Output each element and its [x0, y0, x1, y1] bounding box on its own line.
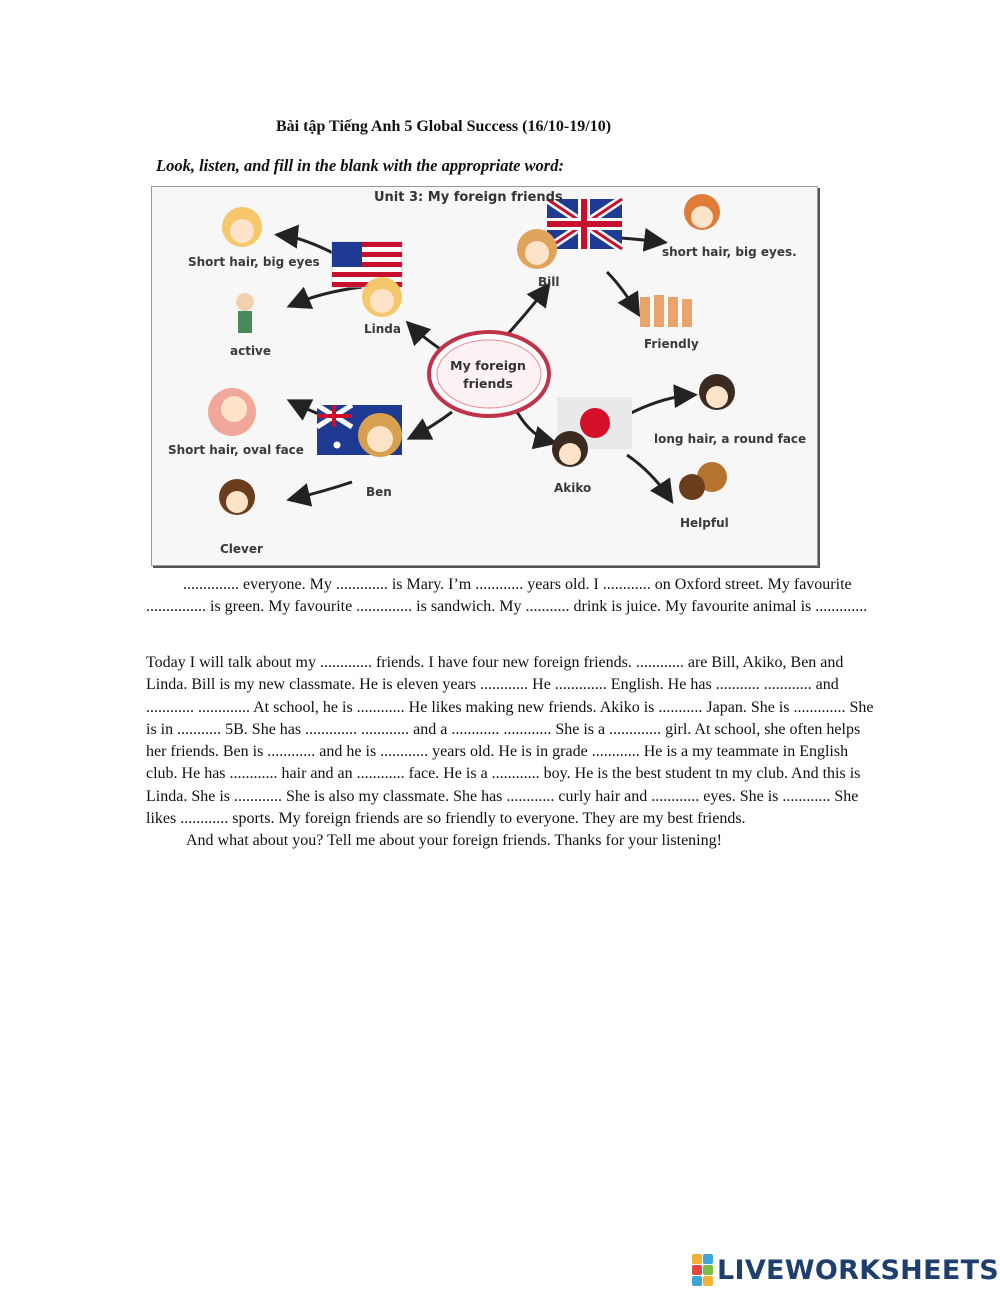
akiko-appearance: long hair, a round face [654, 432, 807, 446]
closing-text: And what about you? Tell me about your foreign friends. Thanks for your listening! [186, 832, 722, 850]
bill-trait: Friendly [644, 337, 699, 351]
akiko-trait: Helpful [680, 516, 729, 530]
worksheet-title: Bài tập Tiếng Anh 5 Global Success (16/10-19/10) [276, 118, 612, 135]
ben-appearance: Short hair, oval face [168, 443, 304, 457]
liveworksheets-logo[interactable] [692, 1255, 999, 1285]
friend-name-bill: Bill [538, 275, 560, 289]
friend-name-akiko: Akiko [554, 481, 592, 495]
main-paragraph [146, 652, 874, 853]
intro-paragraph: .............. everyone. My ............. is Mary. I’m ............ years old. I ............ on Oxford street. My favourite ............... is green. My favourite .............. is sandwich. My ........... drink is juice. My favourite animal is ............. [146, 576, 868, 616]
mindmap-center-label: My foreign friends [450, 358, 526, 391]
uk-flag-icon [547, 199, 622, 249]
bill-appearance: short hair, big eyes. [662, 245, 797, 259]
logo-text: LIVEWORKSHEETS [717, 1254, 1000, 1286]
mindmap-image [151, 186, 818, 566]
ben-trait: Clever [220, 542, 263, 556]
logo-blocks-icon [692, 1254, 713, 1286]
friend-name-ben: Ben [366, 485, 392, 499]
friend-name-linda: Linda [364, 322, 401, 336]
body-text: Today I will talk about my ............. friends. I have four new foreign friends. ............ are Bill, Akiko, Ben and Linda. Bill is my new classmate. He is eleven years ............ He ............. English. He has ........... ............ and ............ ............. At school, he is ............ He likes making new friends. Akiko is ........... Japan. She is ............. She is in ........... 5B. She has ............. ............ and a ............ ............ She is a ............. girl. At school, she often helps her friends. Ben is ............ and he is ............ years old. He is in grade ............ He is a my teammate in English club. He has ............ hair and an ............ face. He is a ............ boy. He is the best student tn my club. And this is Linda. She is ............ She is also my classmate. She has ............ curly hair and ............ eyes. She is ............ She likes ............ sports. My foreign friends are so friendly to everyone. They are my best friends. [146, 654, 874, 828]
linda-appearance: Short hair, big eyes [188, 255, 320, 269]
instruction: Look, listen, and fill in the blank with the appropriate word: [156, 156, 564, 175]
mindmap-title: Unit 3: My foreign friends [374, 190, 563, 205]
linda-trait: active [230, 344, 272, 358]
